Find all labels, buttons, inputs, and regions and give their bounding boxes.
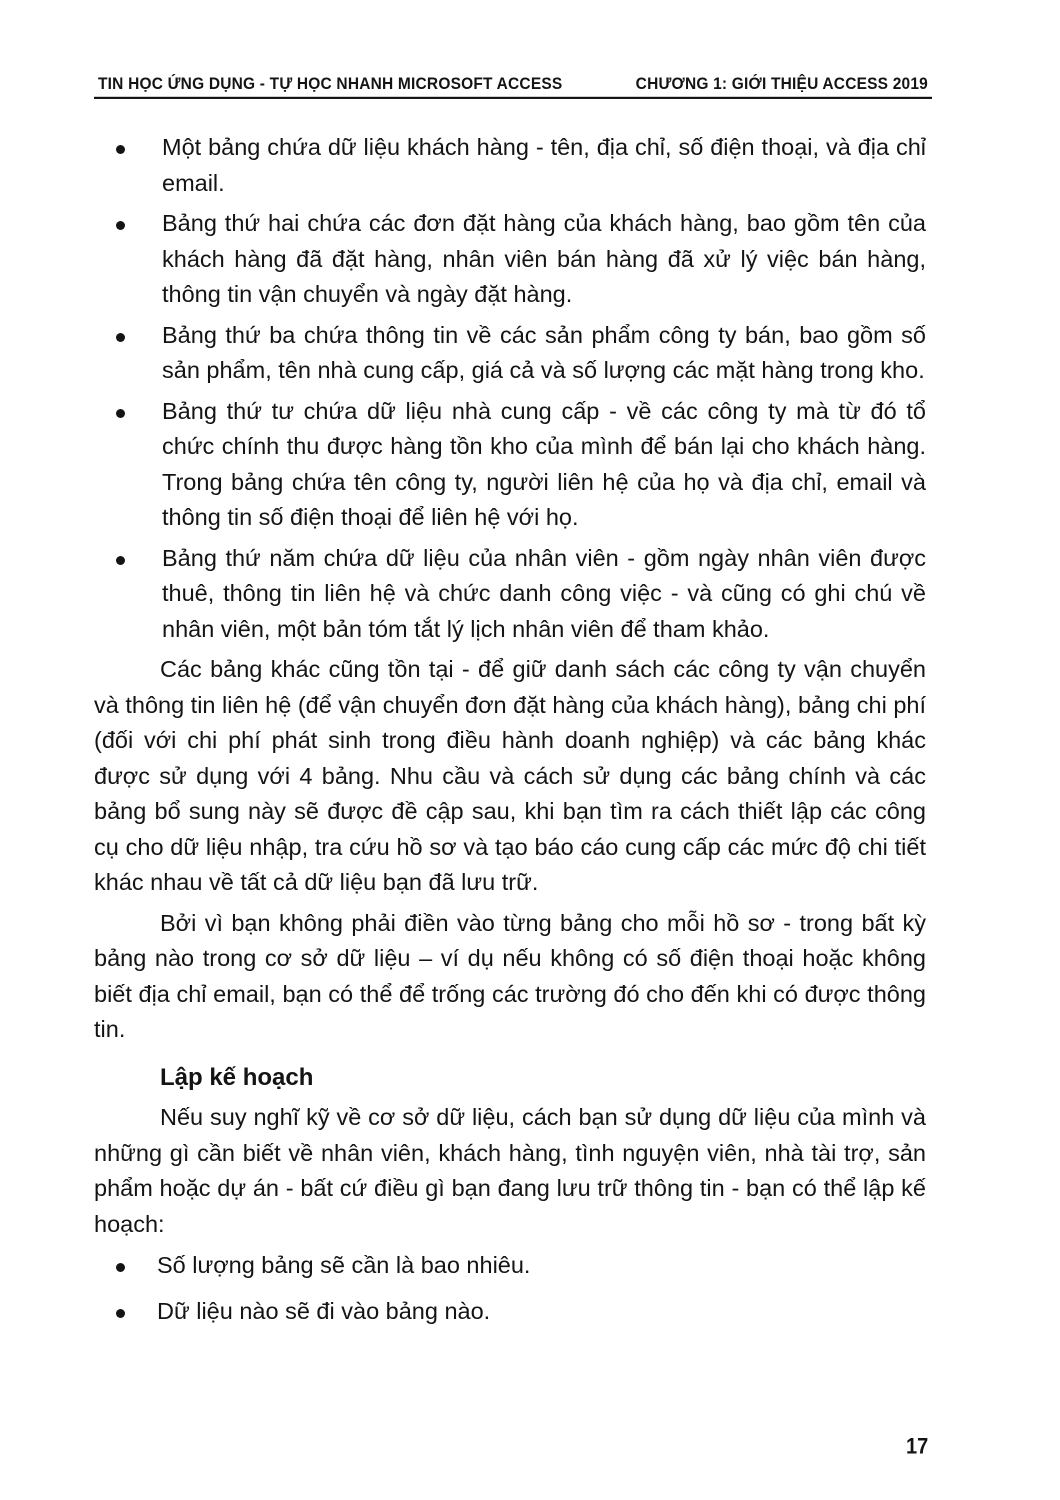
bullet-icon (116, 221, 125, 230)
bullet-icon (116, 333, 125, 342)
list-item-text: Bảng thứ ba chứa thông tin về các sản phẩm công ty bán, bao gồm số sản phẩm, tên nhà cung cấp, giá cả và số lượng các mặt hàng trong kho. (162, 321, 926, 383)
header-chapter-title: CHƯƠNG 1: GIỚI THIỆU ACCESS 2019 (635, 75, 928, 94)
bullet-icon (116, 556, 125, 565)
page-content (94, 130, 926, 1339)
list-item (94, 130, 926, 201)
list-item-text: Bảng thứ năm chứa dữ liệu của nhân viên - gồm ngày nhân viên được thuê, thông tin liên hệ và chức danh công việc - và cũng có ghi chú về nhân viên, một bản tóm tắt lý lịch nhân viên để tham khảo. (162, 544, 926, 642)
list-item (94, 541, 926, 648)
list-item-text: Bảng thứ hai chứa các đơn đặt hàng của khách hàng, bao gồm tên của khách hàng đã đặt hàng, nhân viên bán hàng đã xử lý việc bán hàng, thông tin vận chuyển và ngày đặt hàng. (162, 210, 926, 307)
list-item (94, 1248, 926, 1284)
header-book-title: TIN HỌC ỨNG DỤNG - TỰ HỌC NHANH MICROSOFT ACCESS (98, 75, 563, 94)
list-item-text: Dữ liệu nào sẽ đi vào bảng nào. (157, 1297, 491, 1324)
paragraph-planning: Nếu suy nghĩ kỹ về cơ sở dữ liệu, cách bạn sử dụng dữ liệu của mình và những gì cần biết về nhân viên, khách hàng, tình nguyện viên, nhà tài trợ, sản phẩm hoặc dự án - bất cứ điều gì bạn đang lưu trữ thông tin - bạn có thể lập kế hoạch: (94, 1104, 926, 1237)
list-item-text: Số lượng bảng sẽ cần là bao nhiêu. (157, 1252, 531, 1278)
planning-list (94, 1248, 926, 1329)
paragraph-empty-fields: Bởi vì bạn không phải điền vào từng bảng cho mỗi hồ sơ - trong bất kỳ bảng nào trong cơ sở dữ liệu – ví dụ nếu không có số điện thoại hoặc không biết địa chỉ email, bạn có thể để trống các trường đó cho đến khi có được thông tin. (94, 909, 926, 1042)
table-list (94, 130, 926, 647)
bullet-icon (116, 409, 125, 418)
bullet-icon (116, 145, 125, 154)
list-item (94, 206, 926, 313)
list-item-text: Bảng thứ tư chứa dữ liệu nhà cung cấp - về các công ty mà từ đó tổ chức chính thu được hàng tồn kho của mình để bán lại cho khách hàng. Trong bảng chứa tên công ty, người liên hệ của họ và địa chỉ, email và thông tin số điện thoại để liên hệ với họ. (162, 397, 926, 530)
section-heading: Lập kế hoạch (160, 1063, 314, 1091)
list-item (94, 1294, 926, 1330)
paragraph-other-tables: Các bảng khác cũng tồn tại - để giữ danh sách các công ty vận chuyển và thông tin liên hệ (để vận chuyển đơn đặt hàng của khách hàng), bảng chi phí (đối với chi phí phát sinh trong điều hành doanh nghiệp) và các bảng khác được sử dụng với 4 bảng. Nhu cầu và cách sử dụng các bảng chính và các bảng bổ sung này sẽ được đề cập sau, khi bạn tìm ra cách thiết lập các công cụ cho dữ liệu nhập, tra cứu hồ sơ và tạo báo cáo cung cấp các mức độ chi tiết khác nhau về tất cả dữ liệu bạn đã lưu trữ. (94, 656, 926, 895)
bullet-icon (116, 1263, 125, 1272)
list-item-text: Một bảng chứa dữ liệu khách hàng - tên, địa chỉ, số điện thoại, và địa chỉ email. (162, 134, 926, 196)
list-item (94, 394, 926, 536)
list-item (94, 318, 926, 389)
bullet-icon (116, 1309, 125, 1318)
running-header (94, 73, 932, 99)
page-number: 17 (906, 1434, 929, 1460)
